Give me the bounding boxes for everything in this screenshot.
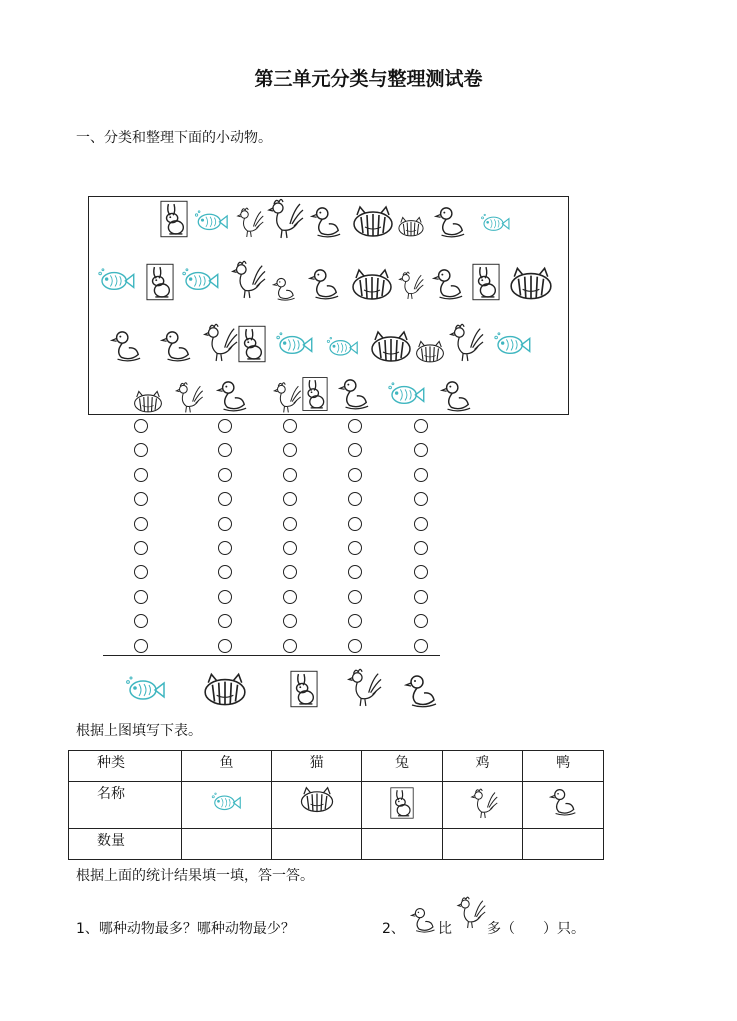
fish-icon <box>386 380 426 408</box>
tally-circle-cat[interactable] <box>218 419 232 433</box>
tally-circle-cat[interactable] <box>218 639 232 653</box>
question-2-compare: 比 <box>438 921 452 937</box>
table-cell <box>271 782 361 829</box>
fish-icon <box>124 674 166 704</box>
tally-circle-chicken[interactable] <box>348 517 362 531</box>
tally-circle-cat[interactable] <box>218 443 232 457</box>
question-2-number: 2、 <box>382 921 405 937</box>
tally-circle-chicken[interactable] <box>348 565 362 579</box>
question-heading: 一、分类和整理下面的小动物。 <box>76 130 272 146</box>
table-kind-cat: 猫 <box>271 751 361 782</box>
tally-circle-fish[interactable] <box>134 492 148 506</box>
fish-icon <box>492 330 532 358</box>
count-input-duck[interactable] <box>523 829 604 860</box>
rooster-icon <box>228 257 266 301</box>
rooster-icon <box>270 380 302 414</box>
tally-circle-chicken[interactable] <box>348 639 362 653</box>
table-kind-fish: 鱼 <box>182 751 272 782</box>
table-kind-rabbit: 兔 <box>362 751 442 782</box>
tally-circle-duck[interactable] <box>414 614 428 628</box>
cat-icon <box>350 268 394 302</box>
tally-circle-chicken[interactable] <box>348 419 362 433</box>
question-2-blank[interactable]: 多（ ）只。 <box>487 921 585 937</box>
stats-answer-note: 根据上面的统计结果填一填，答一答。 <box>76 868 314 884</box>
table-row-count: 数量 <box>69 829 182 860</box>
cat-icon <box>397 216 425 238</box>
cat-icon <box>368 330 414 364</box>
tally-circle-cat[interactable] <box>218 590 232 604</box>
fish-icon <box>325 335 359 359</box>
rooster-icon <box>170 380 206 414</box>
tally-circle-cat[interactable] <box>218 565 232 579</box>
tally-circle-cat[interactable] <box>218 468 232 482</box>
duck-icon <box>310 204 342 240</box>
rabbit-icon <box>238 325 266 363</box>
page-title: 第三单元分类与整理测试卷 <box>254 68 483 90</box>
duck-icon <box>160 328 192 364</box>
table-cell <box>523 782 604 829</box>
tally-baseline <box>103 655 440 656</box>
tally-circle-fish[interactable] <box>134 541 148 555</box>
question-1: 1、哪种动物最多？哪种动物最少？ <box>76 921 295 937</box>
tally-circle-cat[interactable] <box>218 541 232 555</box>
tally-circle-rabbit[interactable] <box>283 443 297 457</box>
cat-icon <box>132 390 164 414</box>
tally-circle-fish[interactable] <box>134 419 148 433</box>
fish-icon <box>274 330 314 358</box>
tally-circle-chicken[interactable] <box>348 468 362 482</box>
fish-icon <box>480 212 510 234</box>
tally-circle-rabbit[interactable] <box>283 590 297 604</box>
cat-icon <box>351 205 395 239</box>
tally-circle-chicken[interactable] <box>348 541 362 555</box>
tally-circle-rabbit[interactable] <box>283 517 297 531</box>
tally-circle-chicken[interactable] <box>348 590 362 604</box>
fish-icon <box>194 208 228 234</box>
tally-circle-cat[interactable] <box>218 614 232 628</box>
duck-icon <box>272 276 296 302</box>
tally-circle-rabbit[interactable] <box>283 639 297 653</box>
table-kind-chicken: 鸡 <box>442 751 523 782</box>
count-input-chicken[interactable] <box>442 829 523 860</box>
rooster-icon <box>344 664 382 710</box>
tally-circle-fish[interactable] <box>134 639 148 653</box>
duck-icon <box>549 786 577 818</box>
table-kind-duck: 鸭 <box>523 751 604 782</box>
tally-circle-fish[interactable] <box>134 614 148 628</box>
tally-circle-rabbit[interactable] <box>283 614 297 628</box>
tally-circle-fish[interactable] <box>134 443 148 457</box>
rabbit-icon <box>390 786 414 820</box>
duck-icon <box>404 672 438 710</box>
table-cell <box>442 782 523 829</box>
tally-circle-rabbit[interactable] <box>283 419 297 433</box>
table-header-kind: 种类 <box>69 751 182 782</box>
fish-icon <box>211 790 241 814</box>
tally-circle-duck[interactable] <box>414 590 428 604</box>
tally-circle-cat[interactable] <box>218 492 232 506</box>
rooster-icon <box>234 205 264 239</box>
tally-circle-duck[interactable] <box>414 541 428 555</box>
count-input-cat[interactable] <box>271 829 361 860</box>
tally-circle-duck[interactable] <box>414 419 428 433</box>
duck-icon <box>308 266 340 302</box>
rooster-icon <box>200 320 238 364</box>
duck-icon <box>216 378 248 414</box>
tally-circle-fish[interactable] <box>134 565 148 579</box>
tally-circle-rabbit[interactable] <box>283 468 297 482</box>
tally-circle-duck[interactable] <box>414 492 428 506</box>
tally-circle-cat[interactable] <box>218 517 232 531</box>
tally-circle-chicken[interactable] <box>348 492 362 506</box>
duck-icon <box>338 376 370 412</box>
rabbit-icon <box>160 200 188 238</box>
tally-circle-duck[interactable] <box>414 565 428 579</box>
tally-circle-duck[interactable] <box>414 443 428 457</box>
duck-icon <box>434 204 466 240</box>
tally-circle-rabbit[interactable] <box>283 492 297 506</box>
rabbit-icon <box>290 669 318 709</box>
rabbit-icon <box>302 376 328 412</box>
tally-circle-fish[interactable] <box>134 517 148 531</box>
fish-icon <box>180 266 220 294</box>
tally-circle-chicken[interactable] <box>348 614 362 628</box>
tally-circle-rabbit[interactable] <box>283 565 297 579</box>
rooster-icon <box>454 892 486 932</box>
tally-circle-duck[interactable] <box>414 639 428 653</box>
tally-circle-duck[interactable] <box>414 468 428 482</box>
table-cell <box>362 782 442 829</box>
cat-icon <box>202 672 248 708</box>
count-input-fish[interactable] <box>182 829 272 860</box>
cat-icon <box>414 340 446 364</box>
count-input-rabbit[interactable] <box>362 829 442 860</box>
rooster-icon <box>264 195 304 241</box>
duck-icon <box>432 266 464 302</box>
rooster-icon <box>446 320 484 364</box>
cat-icon <box>299 786 335 814</box>
tally-circle-fish[interactable] <box>134 468 148 482</box>
statistics-table <box>68 750 604 860</box>
duck-icon <box>410 905 436 935</box>
duck-icon <box>110 328 142 364</box>
tally-circle-rabbit[interactable] <box>283 541 297 555</box>
duck-icon <box>440 378 472 414</box>
rabbit-icon <box>472 263 500 301</box>
tally-circle-chicken[interactable] <box>348 443 362 457</box>
tally-circle-fish[interactable] <box>134 590 148 604</box>
rabbit-icon <box>146 263 174 301</box>
table-cell <box>182 782 272 829</box>
tally-circle-duck[interactable] <box>414 517 428 531</box>
cat-icon <box>508 266 554 302</box>
table-row-name: 名称 <box>69 782 182 829</box>
rooster-icon <box>468 786 498 820</box>
fish-icon <box>96 266 136 294</box>
fill-table-note: 根据上图填写下表。 <box>76 723 202 739</box>
rooster-icon <box>396 268 424 302</box>
